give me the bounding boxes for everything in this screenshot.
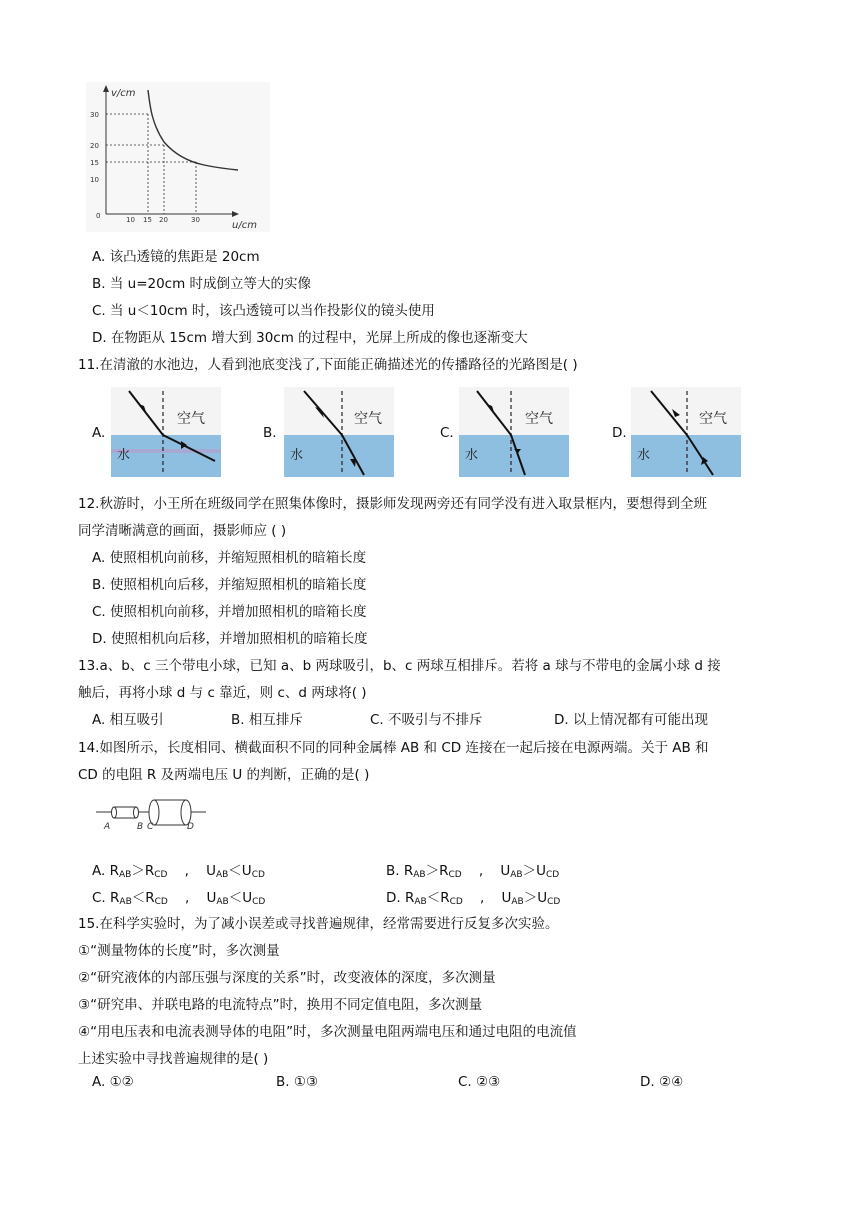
q11-label-b[interactable]: B.	[263, 425, 277, 441]
svg-text:A: A	[104, 822, 111, 832]
svg-text:水: 水	[465, 448, 479, 463]
q13-option-d[interactable]: D. 以上情况都有可能出现	[554, 712, 708, 728]
q12-option-a[interactable]: A. 使照相机向前移，并缩短照相机的暗箱长度	[92, 550, 367, 566]
q10-option-c[interactable]: C. 当 u＜10cm 时，该凸透镜可以当作投影仪的镜头使用	[92, 303, 435, 319]
q10-option-a[interactable]: A. 该凸透镜的焦距是 20cm	[92, 249, 260, 265]
q15-item-4: ④“用电压表和电流表测导体的电阻”时，多次测量电阻两端电压和通过电阻的电流值	[78, 1024, 577, 1040]
q11-diagram-a[interactable]	[111, 387, 221, 477]
graph-y-tick: 15	[90, 159, 99, 167]
lens-graph	[86, 82, 270, 232]
svg-text:水: 水	[290, 448, 304, 463]
q14-option-c[interactable]: C. $R_{AB}<R_{CD}$ , $U_{AB}<U_{CD}$	[92, 890, 266, 907]
q12-option-c[interactable]: C. 使照相机向前移，并增加照相机的暗箱长度	[92, 604, 367, 620]
q13-option-b[interactable]: B. 相互排斥	[231, 712, 303, 728]
q15-option-d[interactable]: D. ②④	[640, 1074, 684, 1090]
q14-stem-line2: CD 的电阻 R 及两端电压 U 的判断，正确的是( )	[78, 767, 370, 783]
q12-stem-line1: 12.秋游时，小王所在班级同学在照集体像时，摄影师发现两旁还有同学没有进入取景框内，要想得到全班	[78, 496, 707, 512]
q11-label-c[interactable]: C.	[440, 425, 454, 441]
q14-option-d[interactable]: D. $R_{AB}<R_{CD}$ , $U_{AB}>U_{CD}$	[386, 890, 561, 907]
graph-x-tick: 10	[126, 216, 135, 224]
svg-text:空气: 空气	[699, 411, 727, 427]
q13-option-c[interactable]: C. 不吸引与不排斥	[370, 712, 483, 728]
graph-origin: 0	[96, 212, 101, 220]
q15-item-2: ②“研究液体的内部压强与深度的关系”时，改变液体的深度，多次测量	[78, 970, 496, 986]
graph-y-tick: 30	[90, 111, 99, 119]
q15-item-1: ①“测量物体的长度”时，多次测量	[78, 943, 280, 959]
q11-diagram-d[interactable]	[631, 387, 741, 477]
svg-text:水: 水	[637, 448, 651, 463]
q11-stem: 11.在清澈的水池边，人看到池底变浅了,下面能正确描述光的传播路径的光路图是( )	[78, 357, 578, 373]
graph-x-label: u/cm	[232, 220, 257, 231]
graph-y-tick: 20	[90, 142, 99, 150]
graph-y-tick: 10	[90, 176, 99, 184]
q11-label-a[interactable]: A.	[92, 425, 106, 441]
q11-diagram-c[interactable]	[459, 387, 569, 477]
q11-label-d[interactable]: D.	[612, 425, 627, 441]
q14-option-b[interactable]: B. $R_{AB}>R_{CD}$ , $U_{AB}>U_{CD}$	[386, 863, 560, 880]
q11-diagram-b[interactable]	[284, 387, 394, 477]
svg-text:B: B	[137, 822, 144, 832]
q12-stem-line2: 同学清晰满意的画面，摄影师应 ( )	[78, 523, 287, 539]
q15-option-a[interactable]: A. ①②	[92, 1074, 134, 1090]
svg-text:C: C	[147, 822, 154, 832]
q15-option-c[interactable]: C. ②③	[458, 1074, 501, 1090]
q10-option-b[interactable]: B. 当 u=20cm 时成倒立等大的实像	[92, 276, 312, 292]
graph-x-tick: 15	[143, 216, 152, 224]
q14-stem-line1: 14.如图所示，长度相同、横截面积不同的同种金属棒 AB 和 CD 连接在一起后接在电源两端。关于 AB 和	[78, 740, 709, 756]
graph-y-label: v/cm	[111, 88, 136, 99]
svg-text:D: D	[187, 822, 194, 832]
q15-option-b[interactable]: B. ①③	[276, 1074, 319, 1090]
q14-rod-diagram	[96, 793, 206, 833]
svg-text:水: 水	[117, 448, 131, 463]
q12-option-b[interactable]: B. 使照相机向后移，并缩短照相机的暗箱长度	[92, 577, 367, 593]
q15-stem: 15.在科学实验时，为了减小误差或寻找普遍规律，经常需要进行反复多次实验。	[78, 916, 559, 932]
q14-option-a[interactable]: A. $R_{AB}>R_{CD}$ , $U_{AB}<U_{CD}$	[92, 863, 265, 880]
q13-stem-line1: 13.a、b、c 三个带电小球，已知 a、b 两球吸引，b、c 两球互相排斥。若将 a 球与不带电的金属小球 d 接	[78, 658, 721, 674]
graph-x-tick: 20	[159, 216, 168, 224]
svg-text:空气: 空气	[177, 411, 205, 427]
svg-text:空气: 空气	[525, 411, 553, 427]
q15-item-3: ③“研究串、并联电路的电流特点”时，换用不同定值电阻，多次测量	[78, 997, 483, 1013]
q15-question: 上述实验中寻找普遍规律的是( )	[78, 1051, 269, 1067]
q13-option-a[interactable]: A. 相互吸引	[92, 712, 164, 728]
graph-x-tick: 30	[191, 216, 200, 224]
q13-stem-line2: 触后，再将小球 d 与 c 靠近，则 c、d 两球将( )	[78, 685, 367, 701]
svg-text:空气: 空气	[354, 411, 382, 427]
q12-option-d[interactable]: D. 使照相机向后移，并增加照相机的暗箱长度	[92, 631, 368, 647]
q10-option-d[interactable]: D. 在物距从 15cm 增大到 30cm 的过程中，光屏上所成的像也逐渐变大	[92, 330, 528, 346]
